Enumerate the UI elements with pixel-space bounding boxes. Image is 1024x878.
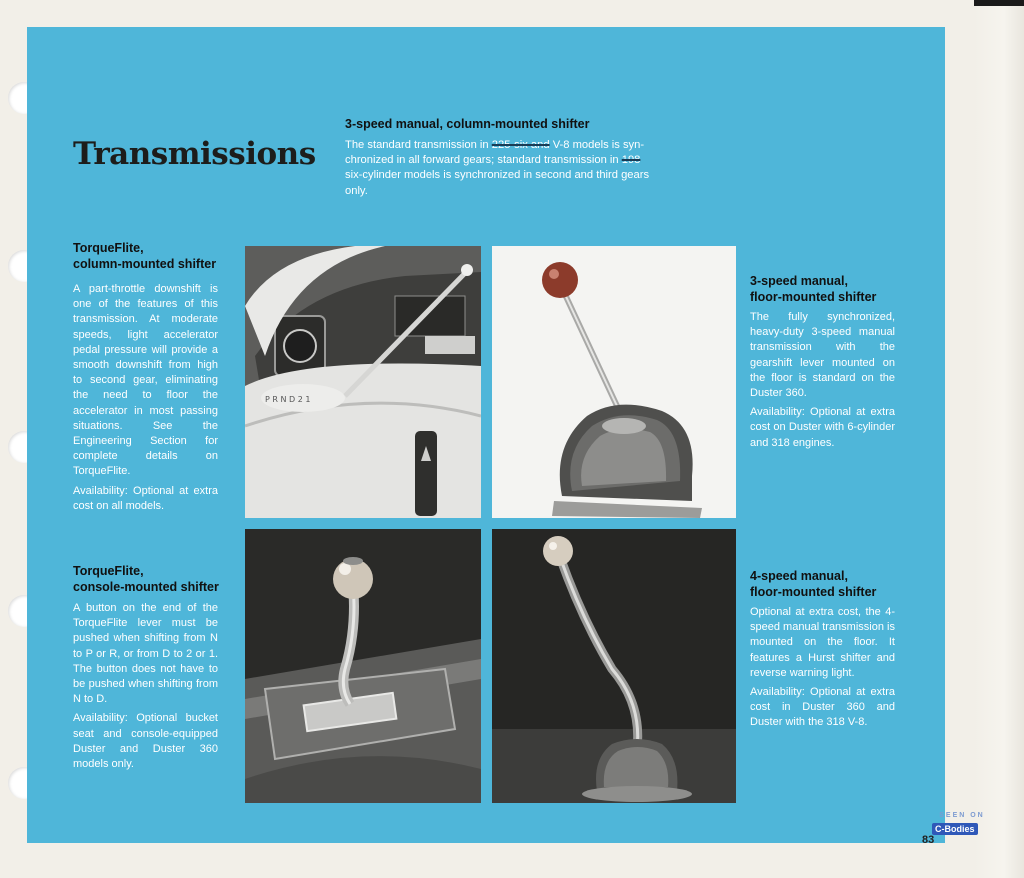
watermark-bottom: C-Bodies	[932, 823, 978, 835]
heading-line: floor-mounted shifter	[750, 290, 877, 304]
photo-4speed-floor	[492, 529, 736, 803]
watermark	[932, 812, 992, 846]
heading-line: floor-mounted shifter	[750, 585, 877, 599]
heading-line: 3-speed manual,	[750, 274, 848, 288]
heading-line: 4-speed manual,	[750, 569, 848, 583]
heading-line: TorqueFlite,	[73, 564, 144, 578]
manual3-floor-body	[750, 310, 895, 451]
page-edge	[974, 0, 1024, 878]
struck-text-1: 225-six and	[491, 139, 550, 151]
torqueflite-console-heading	[73, 563, 219, 595]
paragraph: A button on the end of the TorqueFlite lever must be pushed when shifting from N to P or R, or from D to 2 or 1. The button does not have to be pushed when shifting from N to D.	[73, 602, 218, 706]
watermark-top: SEEN ON	[939, 812, 985, 819]
heading-line: TorqueFlite,	[73, 241, 144, 255]
struck-text-2: 198	[621, 154, 641, 167]
top-body	[345, 138, 693, 199]
top-line1-b: V-8 models is syn-	[549, 139, 645, 151]
heading-line: console-mounted shifter	[73, 580, 219, 594]
torqueflite-console-body	[73, 601, 218, 772]
availability: Availability: Optional bucket seat and console-equipped Duster and Duster 360 models only.	[73, 712, 218, 771]
photo-3speed-floor	[492, 246, 736, 518]
torqueflite-column-heading	[73, 240, 216, 272]
torqueflite-column-body	[73, 282, 218, 514]
top-line2-a: chronized in all forward gears; standard transmission in	[345, 154, 622, 167]
page-title: Transmissions	[73, 136, 316, 172]
manual4-floor-heading	[750, 568, 876, 600]
top-heading: 3-speed manual, column-mounted shifter	[345, 117, 590, 131]
paragraph: A part-throttle downshift is one of the features of this transmission. At moderate speeds, light accelerator pedal pressure will provide a smooth downshift from high to second gear, eliminating the need to floor the accelerator in most passing situations. See the Engineering Section for complete details on TorqueFlite.	[73, 283, 218, 478]
page-corner	[974, 0, 1024, 6]
top-line1-a: The standard transmission in	[345, 139, 492, 151]
paragraph: Optional at extra cost, the 4-speed manual transmission is mounted on the floor. It features a Hurst shifter and reverse warning light.	[750, 606, 895, 679]
photo-console-shifter	[245, 529, 481, 803]
availability: Availability: Optional at extra cost in Duster 360 and Duster with the 318 V-8.	[750, 686, 895, 729]
paragraph: The fully synchronized, heavy-duty 3-speed manual transmission with the gearshift lever mounted on the floor is standard on the Duster 360.	[750, 311, 895, 400]
page-number: 83	[922, 834, 935, 846]
manual3-floor-heading	[750, 273, 876, 305]
availability: Availability: Optional at extra cost on Duster with 6-cylinder and 318 engines.	[750, 406, 895, 449]
top-line3: six-cylinder models is synchronized in second and third gears	[345, 169, 650, 182]
gear-dial-label: P R N D 2 1	[265, 395, 311, 404]
manual4-floor-body	[750, 605, 895, 731]
top-line4: only.	[345, 184, 368, 197]
heading-line: column-mounted shifter	[73, 257, 217, 271]
photo-column-shifter	[245, 246, 481, 518]
availability: Availability: Optional at extra cost on all models.	[73, 484, 218, 512]
